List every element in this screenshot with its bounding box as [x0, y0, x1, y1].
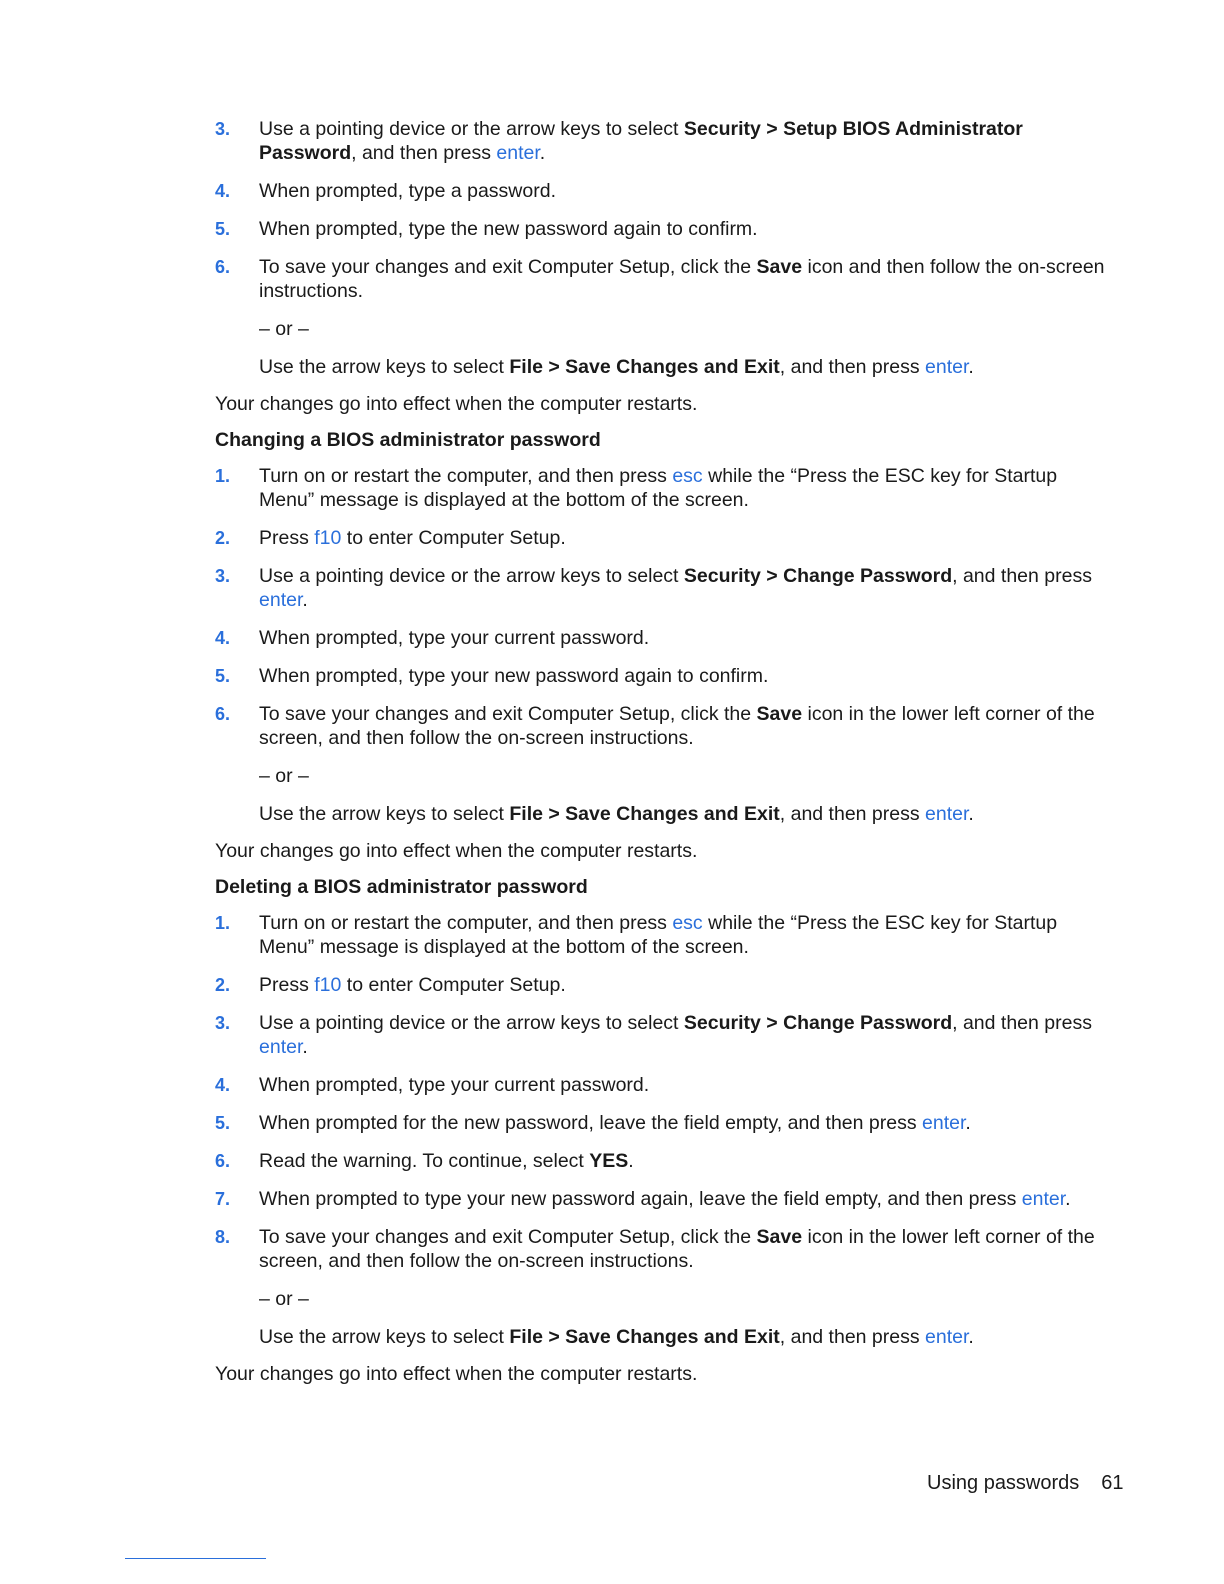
list-item: 7. When prompted to type your new password again, leave the field empty, and then press enter. [215, 1188, 1071, 1210]
page-footer [927, 1472, 1124, 1495]
step-number: 1. [215, 913, 231, 933]
step-number: 7. [215, 1189, 231, 1209]
key-name: enter [496, 142, 540, 164]
menu-path: Security > Change Password [683, 1012, 953, 1034]
key-name: esc [672, 912, 703, 934]
key-name: enter [259, 1036, 303, 1058]
key-name: enter [925, 803, 969, 825]
step-number: 6. [215, 1151, 231, 1171]
save-label: Save [756, 1226, 803, 1248]
list-item: 1. Turn on or restart the computer, and then press esc while the “Press the ESC key for Startup Menu” message is displayed at the bottom of the screen. [215, 465, 1058, 511]
or-separator: – or – [259, 318, 309, 340]
key-name: f10 [314, 527, 342, 549]
list-item: 5. When prompted, type the new password again to confirm. [215, 218, 758, 240]
list-item: 4. When prompted, type your current password. [215, 627, 650, 649]
effect-note: Your changes go into effect when the computer restarts. [215, 840, 698, 862]
list-item: 3. Use a pointing device or the arrow keys to select Security > Change Password, and then press enter. [215, 565, 1092, 611]
save-label: Save [756, 256, 803, 278]
step-number: 6. [215, 704, 231, 724]
footer-label: Using passwords [927, 1472, 1080, 1494]
list-item: 2. Press f10 to enter Computer Setup. [215, 527, 566, 549]
list-item: 5. When prompted for the new password, leave the field empty, and then press enter. [215, 1112, 971, 1134]
menu-path: Security > Change Password [683, 565, 953, 587]
page-content [215, 117, 1115, 1398]
step-number: 4. [215, 181, 231, 201]
alternative-step: Use the arrow keys to select File > Save Changes and Exit, and then press enter. [259, 1326, 974, 1348]
save-label: Save [756, 703, 803, 725]
step-number: 3. [215, 119, 231, 139]
list-item: 5. When prompted, type your new password again to confirm. [215, 665, 769, 687]
bottom-divider [125, 1558, 266, 1559]
step-number: 5. [215, 1113, 231, 1133]
key-name: enter [925, 1326, 969, 1348]
section-heading: Deleting a BIOS administrator password [215, 876, 588, 898]
effect-note: Your changes go into effect when the computer restarts. [215, 1363, 698, 1385]
page-number: 61 [1101, 1472, 1124, 1494]
list-item: 8. To save your changes and exit Computer Setup, click the Save icon in the lower left corner of the screen, and then follow the on-screen instructions. [215, 1226, 1095, 1272]
menu-path: Security > Setup BIOS Administrator Password [259, 118, 1023, 164]
step-number: 6. [215, 257, 231, 277]
list-item: 1. Turn on or restart the computer, and then press esc while the “Press the ESC key for Startup Menu” message is displayed at the bottom of the screen. [215, 912, 1058, 958]
menu-path: File > Save Changes and Exit [509, 1326, 780, 1348]
key-name: enter [925, 356, 969, 378]
alternative-step: Use the arrow keys to select File > Save Changes and Exit, and then press enter. [259, 803, 974, 825]
key-name: enter [922, 1112, 966, 1134]
list-item: 6. To save your changes and exit Computer Setup, click the Save icon and then follow the on-screen instructions. [215, 256, 1105, 302]
or-separator: – or – [259, 1288, 309, 1310]
list-item: 3. Use a pointing device or the arrow keys to select Security > Setup BIOS Administrator Password, and then press enter. [215, 118, 1023, 164]
list-item: 6. Read the warning. To continue, select YES. [215, 1150, 634, 1172]
step-number: 4. [215, 628, 231, 648]
step-number: 8. [215, 1227, 231, 1247]
list-item: 2. Press f10 to enter Computer Setup. [215, 974, 566, 996]
key-name: enter [1021, 1188, 1066, 1210]
key-name: esc [672, 465, 703, 487]
step-number: 1. [215, 466, 231, 486]
section-heading: Changing a BIOS administrator password [215, 429, 601, 451]
step-number: 3. [215, 1013, 231, 1033]
yes-label: YES [589, 1150, 629, 1172]
step-number: 3. [215, 566, 231, 586]
list-item: 4. When prompted, type your current password. [215, 1074, 650, 1096]
step-number: 2. [215, 528, 231, 548]
key-name: enter [259, 589, 303, 611]
step-number: 5. [215, 219, 231, 239]
or-separator: – or – [259, 765, 309, 787]
step-number: 2. [215, 975, 231, 995]
effect-note: Your changes go into effect when the computer restarts. [215, 393, 698, 415]
list-item: 6. To save your changes and exit Computer Setup, click the Save icon in the lower left corner of the screen, and then follow the on-screen instructions. [215, 703, 1095, 749]
key-name: f10 [314, 974, 342, 996]
step-number: 4. [215, 1075, 231, 1095]
menu-path: File > Save Changes and Exit [509, 803, 780, 825]
list-item: 4. When prompted, type a password. [215, 180, 556, 202]
alternative-step: Use the arrow keys to select File > Save Changes and Exit, and then press enter. [259, 356, 974, 378]
step-number: 5. [215, 666, 231, 686]
list-item: 3. Use a pointing device or the arrow keys to select Security > Change Password, and then press enter. [215, 1012, 1092, 1058]
menu-path: File > Save Changes and Exit [509, 356, 780, 378]
